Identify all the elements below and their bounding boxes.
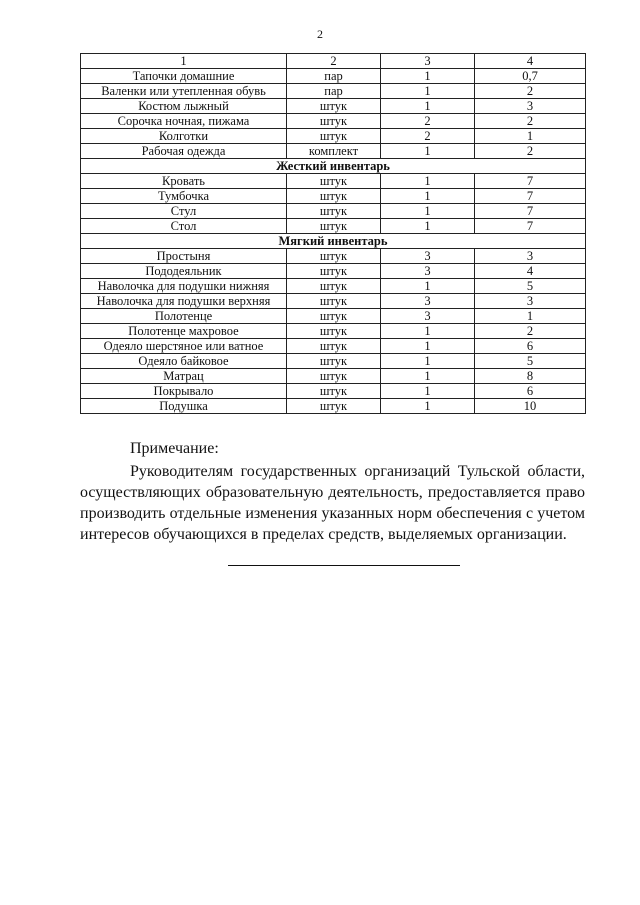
term-cell: 2 xyxy=(475,84,586,99)
table-row xyxy=(81,324,586,339)
term-cell: 7 xyxy=(475,219,586,234)
header-cell: 2 xyxy=(287,54,381,69)
unit-cell: штук xyxy=(287,324,381,339)
quantity-cell: 1 xyxy=(381,219,475,234)
term-cell: 6 xyxy=(475,339,586,354)
quantity-cell: 1 xyxy=(381,84,475,99)
item-name-cell: Полотенце махровое xyxy=(81,324,287,339)
table-row xyxy=(81,279,586,294)
table-row xyxy=(81,369,586,384)
quantity-cell: 1 xyxy=(381,99,475,114)
item-name-cell: Колготки xyxy=(81,129,287,144)
supply-norms-table xyxy=(80,53,586,414)
item-name-cell: Валенки или утепленная обувь xyxy=(81,84,287,99)
unit-cell: штук xyxy=(287,309,381,324)
item-name-cell: Стол xyxy=(81,219,287,234)
section-title: Мягкий инвентарь xyxy=(81,234,586,249)
unit-cell: пар xyxy=(287,84,381,99)
item-name-cell: Тапочки домашние xyxy=(81,69,287,84)
table-row xyxy=(81,144,586,159)
table-body xyxy=(81,54,586,414)
table-row xyxy=(81,84,586,99)
quantity-cell: 1 xyxy=(381,174,475,189)
table-row xyxy=(81,99,586,114)
term-cell: 0,7 xyxy=(475,69,586,84)
item-name-cell: Полотенце xyxy=(81,309,287,324)
unit-cell: штук xyxy=(287,114,381,129)
section-title: Жесткий инвентарь xyxy=(81,159,586,174)
quantity-cell: 1 xyxy=(381,279,475,294)
table-row xyxy=(81,174,586,189)
item-name-cell: Одеяло шерстяное или ватное xyxy=(81,339,287,354)
header-cell: 1 xyxy=(81,54,287,69)
table-row xyxy=(81,384,586,399)
table-row xyxy=(81,204,586,219)
item-name-cell: Сорочка ночная, пижама xyxy=(81,114,287,129)
term-cell: 7 xyxy=(475,189,586,204)
table-row xyxy=(81,264,586,279)
quantity-cell: 1 xyxy=(381,354,475,369)
unit-cell: штук xyxy=(287,369,381,384)
quantity-cell: 3 xyxy=(381,264,475,279)
term-cell: 5 xyxy=(475,279,586,294)
table-row xyxy=(81,189,586,204)
quantity-cell: 1 xyxy=(381,204,475,219)
item-name-cell: Покрывало xyxy=(81,384,287,399)
quantity-cell: 3 xyxy=(381,309,475,324)
unit-cell: штук xyxy=(287,339,381,354)
unit-cell: штук xyxy=(287,279,381,294)
term-cell: 3 xyxy=(475,294,586,309)
unit-cell: штук xyxy=(287,219,381,234)
quantity-cell: 1 xyxy=(381,324,475,339)
term-cell: 4 xyxy=(475,264,586,279)
header-cell: 3 xyxy=(381,54,475,69)
unit-cell: пар xyxy=(287,69,381,84)
term-cell: 7 xyxy=(475,174,586,189)
quantity-cell: 3 xyxy=(381,294,475,309)
quantity-cell: 1 xyxy=(381,189,475,204)
unit-cell: штук xyxy=(287,99,381,114)
table-row xyxy=(81,309,586,324)
item-name-cell: Пододеяльник xyxy=(81,264,287,279)
note-title: Примечание: xyxy=(130,440,219,457)
term-cell: 7 xyxy=(475,204,586,219)
table-row xyxy=(81,114,586,129)
item-name-cell: Одеяло байковое xyxy=(81,354,287,369)
unit-cell: штук xyxy=(287,249,381,264)
item-name-cell: Подушка xyxy=(81,399,287,414)
header-row xyxy=(81,54,586,69)
term-cell: 2 xyxy=(475,324,586,339)
quantity-cell: 2 xyxy=(381,114,475,129)
term-cell: 3 xyxy=(475,249,586,264)
unit-cell: штук xyxy=(287,174,381,189)
table-row xyxy=(81,399,586,414)
unit-cell: штук xyxy=(287,264,381,279)
term-cell: 2 xyxy=(475,144,586,159)
table-row xyxy=(81,249,586,264)
item-name-cell: Матрац xyxy=(81,369,287,384)
table-row xyxy=(81,129,586,144)
header-cell: 4 xyxy=(475,54,586,69)
quantity-cell: 3 xyxy=(381,249,475,264)
item-name-cell: Наволочка для подушки верхняя xyxy=(81,294,287,309)
term-cell: 1 xyxy=(475,309,586,324)
unit-cell: штук xyxy=(287,354,381,369)
item-name-cell: Наволочка для подушки нижняя xyxy=(81,279,287,294)
quantity-cell: 1 xyxy=(381,384,475,399)
table-row xyxy=(81,339,586,354)
table-row xyxy=(81,69,586,84)
quantity-cell: 1 xyxy=(381,69,475,84)
section-row xyxy=(81,159,586,174)
item-name-cell: Тумбочка xyxy=(81,189,287,204)
unit-cell: комплект xyxy=(287,144,381,159)
term-cell: 1 xyxy=(475,129,586,144)
table-row xyxy=(81,219,586,234)
quantity-cell: 1 xyxy=(381,399,475,414)
item-name-cell: Стул xyxy=(81,204,287,219)
term-cell: 6 xyxy=(475,384,586,399)
term-cell: 10 xyxy=(475,399,586,414)
unit-cell: штук xyxy=(287,399,381,414)
unit-cell: штук xyxy=(287,294,381,309)
divider-line xyxy=(228,565,460,566)
table-row xyxy=(81,354,586,369)
page-number: 2 xyxy=(317,27,323,41)
item-name-cell: Рабочая одежда xyxy=(81,144,287,159)
term-cell: 2 xyxy=(475,114,586,129)
unit-cell: штук xyxy=(287,204,381,219)
unit-cell: штук xyxy=(287,129,381,144)
quantity-cell: 1 xyxy=(381,339,475,354)
note-text: Руководителям государственных организаций Тульской области, осуществляющих образовательную деятельность, предоставляется право производить отдельные изменения указанных норм обеспечения с учетом интересов обучающихся в пределах средств, выделяемых организации. xyxy=(80,463,585,543)
item-name-cell: Простыня xyxy=(81,249,287,264)
item-name-cell: Костюм лыжный xyxy=(81,99,287,114)
quantity-cell: 2 xyxy=(381,129,475,144)
quantity-cell: 1 xyxy=(381,144,475,159)
term-cell: 5 xyxy=(475,354,586,369)
item-name-cell: Кровать xyxy=(81,174,287,189)
quantity-cell: 1 xyxy=(381,369,475,384)
unit-cell: штук xyxy=(287,189,381,204)
term-cell: 8 xyxy=(475,369,586,384)
table-row xyxy=(81,294,586,309)
unit-cell: штук xyxy=(287,384,381,399)
term-cell: 3 xyxy=(475,99,586,114)
section-row xyxy=(81,234,586,249)
